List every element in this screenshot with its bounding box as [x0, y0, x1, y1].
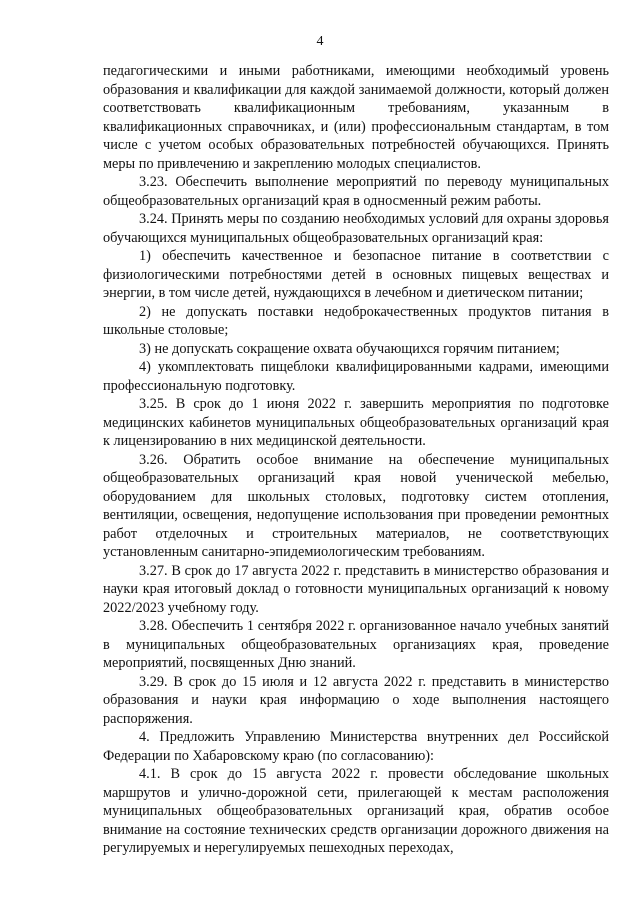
paragraph-3-27: 3.27. В срок до 17 августа 2022 г. представить в министерство образования и науки края итоговый доклад о готовности муниципальных организаций к новому 2022/2023 учебному году.	[103, 562, 609, 616]
paragraph-3-29: 3.29. В срок до 15 июля и 12 августа 2022 г. представить в министерство образования и науки края информацию о ходе выполнения настоящего распоряжения.	[103, 673, 609, 727]
paragraph-3-23: 3.23. Обеспечить выполнение мероприятий по переводу муниципальных общеобразовательных организаций края в односменный режим работы.	[103, 174, 609, 209]
document-body	[103, 62, 609, 858]
paragraph-4: 4. Предложить Управлению Министерства внутренних дел Российской Федерации по Хабаровскому краю (по согласованию):	[103, 729, 609, 764]
list-item-3: 3) не допускать сокращение охвата обучающихся горячим питанием;	[139, 340, 560, 357]
page-number: 4	[316, 34, 324, 49]
paragraph-3-28: 3.28. Обеспечить 1 сентября 2022 г. организованное начало учебных занятий в муниципальных общеобразовательных организациях края, проведение мероприятий, посвященных Дню знаний.	[103, 618, 609, 671]
paragraph-continuation: педагогическими и иными работниками, имеющими необходимый уровень образования и квалификации для каждой занимаемой должности, который должен соответствовать квалификационным требованиям, указанным в квалификационных справочниках, и (или) профессиональным стандартам, в том числе с учетом особых образовательных потребностей обучающихся. Принять меры по привлечению и закреплению молодых специалистов.	[103, 63, 609, 172]
list-item-1: 1) обеспечить качественное и безопасное питание в соответствии с физиологическими потребностями детей в основных пищевых веществах и энергии, в том числе детей, нуждающихся в лечебном и диетическом питании;	[103, 248, 609, 301]
paragraph-3-26: 3.26. Обратить особое внимание на обеспечение муниципальных общеобразовательных организаций края новой ученической мебелью, оборудованием для школьных столовых, подготовку систем отопления, вентиляции, освещения, недопущение использования при проведении ремонтных работ отделочных и строительных материалов, не соответствующих установленным санитарно-эпидемиологическим требованиям.	[103, 451, 609, 560]
paragraph-3-25: 3.25. В срок до 1 июня 2022 г. завершить мероприятия по подготовке медицинских кабинетов муниципальных общеобразовательных организаций края к лицензированию в них медицинской деятельности.	[103, 396, 609, 449]
paragraph-4-1: 4.1. В срок до 15 августа 2022 г. провести обследование школьных маршрутов и улично-дорожной сети, прилегающей к местам расположения муниципальных общеобразовательных организаций края, обратив особое внимание на состояние технических средств организации дорожного движения на регулируемых и нерегулируемых пешеходных переходах,	[103, 766, 609, 856]
paragraph-3-24: 3.24. Принять меры по созданию необходимых условий для охраны здоровья обучающихся муниципальных общеобразовательных организаций края:	[103, 211, 609, 246]
list-item-2: 2) не допускать поставки недоброкачественных продуктов питания в школьные столовые;	[103, 303, 609, 338]
list-item-4: 4) укомплектовать пищеблоки квалифицированными кадрами, имеющими профессиональную подготовку.	[103, 359, 609, 394]
